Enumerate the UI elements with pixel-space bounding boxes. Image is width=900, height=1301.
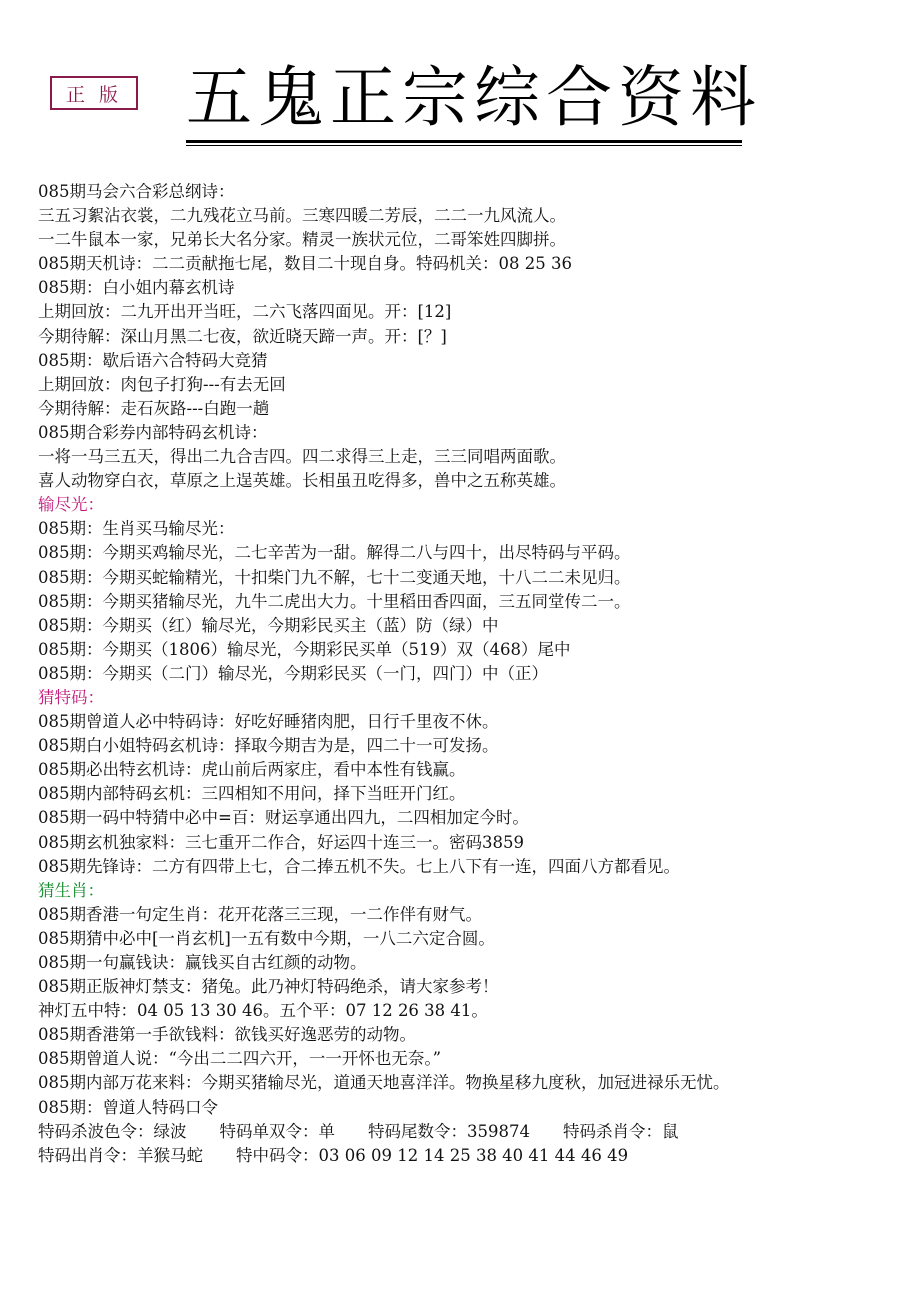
text-line: 085期必出特玄机诗：虎山前后两家庄，看中本性有钱赢。 bbox=[38, 760, 466, 780]
section-heading: 猜生肖： bbox=[38, 880, 104, 900]
text-line: 上期回放：肉包子打狗---有去无回 bbox=[38, 374, 286, 394]
text-line: 喜人动物穿白衣，草原之上逞英雄。长相虽丑吃得多，兽中之五称英雄。 bbox=[38, 471, 566, 491]
text-line: 085期：今期买蛇输精光，十扣柴门九不解，七十二变通天地，十八二二未见归。 bbox=[38, 567, 631, 587]
text-line: 085期猜中必中[一肖玄机]一五有数中今期，一八二六定合圆。 bbox=[38, 928, 495, 948]
text-line: 今期待解：深山月黑二七夜，欲近晓天蹄一声。开：[？] bbox=[38, 326, 447, 346]
text-line: 特码杀波色令：绿波 特码单双令：单 特码尾数令：359874 特码杀肖令：鼠 bbox=[38, 1121, 679, 1141]
text-line: 085期一句赢钱诀：赢钱买自古红颜的动物。 bbox=[38, 953, 367, 972]
text-line: 085期曾道人必中特码诗：好吃好睡猪肉肥，日行千里夜不休。 bbox=[38, 712, 499, 732]
text-line: 085期：曾道人特码口令 bbox=[38, 1097, 218, 1117]
text-line: 085期：今期买鸡输尽光，二七辛苦为一甜。解得二八与四十，出尽特码与平码。 bbox=[38, 543, 631, 563]
page-title: 五鬼正宗综合资料 bbox=[186, 59, 762, 136]
text-line: 085期：今期买（1806）输尽光，今期彩民买单（519）双（468）尾中 bbox=[38, 639, 571, 659]
title-underline-thin bbox=[186, 145, 742, 146]
text-line: 085期白小姐特码玄机诗：择取今期吉为是，四二十一可发扬。 bbox=[38, 736, 499, 756]
official-badge-label: 正 版 bbox=[65, 83, 123, 106]
text-line: 085期：今期买猪输尽光，九牛二虎出大力。十里稻田香四面，三五同堂传二一。 bbox=[38, 591, 631, 611]
text-line: 085期一码中特猜中必中=百：财运享通出四九，二四相加定今时。 bbox=[38, 808, 529, 828]
text-line: 085期内部万花来料：今期买猪输尽光，道通天地喜洋洋。物换星移九度秋，加冠进禄乐无忧。 bbox=[38, 1073, 730, 1093]
text-line: 085期内部特码玄机：三四相知不用问，择下当旺开门红。 bbox=[38, 784, 466, 804]
text-line: 085期：今期买（二门）输尽光，今期彩民买（一门，四门）中（正） bbox=[38, 663, 548, 683]
text-line: 085期香港一句定生肖：花开花落三三现，一二作伴有财气。 bbox=[38, 904, 482, 924]
section-heading: 猜特码： bbox=[38, 687, 104, 707]
text-line: 特码出肖令：羊猴马蛇 特中码令：03 06 09 12 14 25 38 40 41 44 46 49 bbox=[38, 1145, 629, 1165]
content-body bbox=[38, 180, 888, 1168]
text-line: 神灯五中特：04 05 13 30 46。五个平：07 12 26 38 41。 bbox=[38, 1001, 488, 1021]
text-line: 一将一马三五天，得出二九合吉四。四二求得三上走，三三同唱两面歌。 bbox=[38, 447, 566, 467]
text-line: 085期曾道人说：“今出二二四六开，一一开怀也无奈。” bbox=[38, 1049, 442, 1069]
text-line: 085期：歇后语六合特码大竞猜 bbox=[38, 350, 268, 370]
text-line: 一二牛鼠本一家，兄弟长大名分家。精灵一族状元位，二哥笨姓四脚拼。 bbox=[38, 230, 566, 250]
text-line: 085期：今期买（红）输尽光，今期彩民买主（蓝）防（绿）中 bbox=[38, 615, 499, 635]
text-line: 085期马会六合彩总纲诗： bbox=[38, 182, 235, 201]
text-line: 上期回放：二九开出开当旺，二六飞落四面见。开：[12] bbox=[38, 302, 452, 322]
official-badge bbox=[50, 76, 138, 110]
title-underline bbox=[186, 140, 742, 143]
section-heading: 输尽光： bbox=[38, 495, 104, 515]
text-line: 085期：生肖买马输尽光： bbox=[38, 519, 235, 539]
text-line: 085期香港第一手欲钱料：欲钱买好逸恶劳的动物。 bbox=[38, 1025, 416, 1045]
text-line: 085期正版神灯禁支：猪兔。此乃神灯特码绝杀，请大家参考！ bbox=[38, 977, 499, 997]
text-line: 085期先锋诗：二方有四带上七，合二捧五机不失。七上八下有一连，四面八方都看见。 bbox=[38, 856, 680, 876]
text-line: 三五习絮沾衣裳，二九残花立马前。三寒四暖二芳辰，二二一九风流人。 bbox=[38, 206, 566, 226]
text-line: 085期天机诗：二二贡献拖七尾，数目二十现自身。特码机关：08 25 36 bbox=[38, 254, 572, 274]
text-line: 085期玄机独家料：三七重开二作合，好运四十连三一。密码3859 bbox=[38, 832, 524, 852]
text-line: 今期待解：走石灰路---白跑一趟 bbox=[38, 398, 270, 418]
text-line: 085期：白小姐内幕玄机诗 bbox=[38, 278, 235, 298]
text-line: 085期合彩券内部特码玄机诗： bbox=[38, 422, 268, 442]
